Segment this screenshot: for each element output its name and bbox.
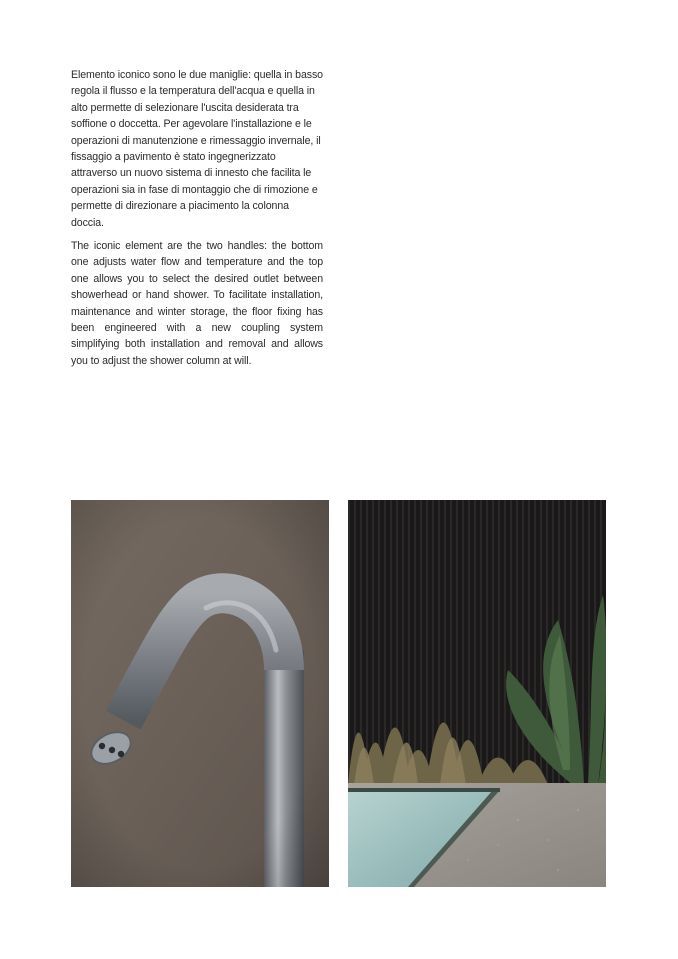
pool-scene-photo — [348, 500, 606, 887]
spout-closeup-photo — [71, 500, 329, 887]
pool-illustration — [348, 500, 606, 887]
paragraph-english: The iconic element are the two handles: the bottom one adjusts water flow and temperature and the top one allows you to select the desired outlet between showerhead or hand shower. To facilitate installation, maintenance and winter storage, the floor fixing has been engineered with a new coupling system simplifying both installation and removal and allows you to adjust the shower column at will. — [71, 240, 323, 367]
paragraph-italian: Elemento iconico sono le due maniglie: quella in basso regola il flusso e la temperatura dell'acqua e quella in alto permette di selezionare l'uscita desiderata tra soffione o doccetta. Per agevolare l'installazione e le operazioni di manutenzione e rimessaggio invernale, il fissaggio a pavimento è stato ingegnerizzato attraverso un nuovo sistema di innesto che facilita le operazioni sia in fase di montaggio che di rimozione e permette di direzionare a piacimento la colonna doccia. — [71, 69, 323, 229]
spout-illustration — [71, 500, 329, 887]
